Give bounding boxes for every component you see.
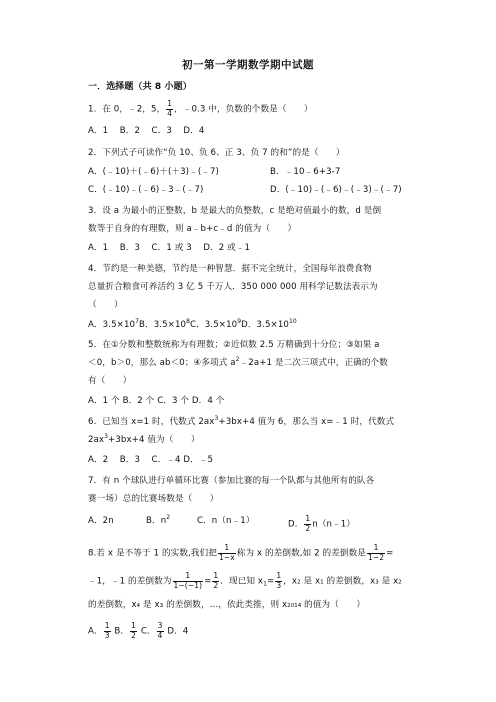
question-2-option-d: D．(﹣10)﹣(﹣6)﹣(﹣3)﹣(﹣7) — [270, 185, 402, 195]
question-8-options: A． $\frac{1}{3}$ B． $\frac{1}{2}$ C． $\frac{3}{4}$ D．4 — [88, 621, 189, 640]
question-7-option-b: B．$n^2$ — [146, 514, 171, 526]
question-2-stem: 2．下列式子可读作“负 10、负 6、正 3、负 7 的和”的是（ ） — [88, 148, 345, 158]
question-2-option-a: A．(﹣10)＋(﹣6)＋(＋3)﹣(﹣7) — [88, 167, 219, 177]
question-4-line-3: （ ） — [88, 300, 123, 310]
question-6-options: A．2 B．3 C．﹣4 D．﹣5 — [88, 455, 214, 465]
question-7-line-1: 7．有 n 个球队进行单循环比赛（参加比赛的每一个队都与其他所有的队各 — [88, 476, 375, 486]
question-7-option-c: C．n（n﹣1） — [197, 516, 255, 526]
fraction: $\frac{1}{3}$ — [104, 621, 110, 640]
question-7-option-d: D． $\frac{1}{2}$ n（n﹣1） — [288, 514, 356, 533]
question-2-option-c: C．(﹣10)﹣(﹣6)﹣3﹣(﹣7) — [88, 185, 204, 195]
fraction: $\frac{1}{1-(-1)}$ — [173, 571, 203, 590]
question-3-line-2: 数等于自身的有理数，则 a﹣b+c﹣d 的值为（ ） — [88, 224, 297, 234]
page-title: 初一第一学期数学期中试题 — [182, 59, 314, 71]
question-5-options: A．1 个 B．2 个 C．3 个 D．4 个 — [88, 396, 225, 406]
question-5-line-3: 有（ ） — [88, 376, 132, 386]
question-1-options: A．1 B．2 C．3 D．4 — [88, 126, 205, 136]
question-5-line-1: 5．在①分数和整数统称为有理数；②近似数 2.5 万精确到十分位；③如果 a — [88, 340, 380, 350]
question-6-line-2: $2ax^3+3bx+4$ 值为（ ） — [88, 433, 200, 445]
question-3-options: A．1 B．3 C．1 或 3 D．2 或﹣1 — [88, 243, 251, 253]
fraction: $\frac{1}{4}$ — [167, 99, 173, 118]
section-heading: 一．选择题（共 8 小题） — [88, 82, 192, 92]
question-7-option-a: A．2n — [88, 516, 114, 526]
question-8-line-3: 的差倒数，x₄ 是 x₃ 的差倒数，…，依此类推，则 x₂₀₁₄ 的值为（ ） — [88, 600, 366, 610]
question-8-line-1: 8.若 x 是不等于 1 的实数,我们把 $\frac{1}{1-x}$ 称为 x 的差倒数,如 2 的差倒数是 $\frac{1}{1-2}$ = — [88, 543, 394, 562]
fraction: $\frac{1}{1-2}$ — [368, 543, 385, 562]
question-3-line-1: 3．设 a 为最小的正整数，b 是最大的负整数，c 是绝对值最小的数，d 是倒 — [88, 206, 382, 216]
question-1-stem: 1．在 0，﹣2，5， $\frac{1}{4}$ ，﹣0.3 中，负数的个数是（ ） — [88, 99, 313, 118]
fraction: $\frac{3}{4}$ — [157, 621, 163, 640]
fraction: $\frac{1}{2}$ — [213, 571, 219, 590]
question-4-line-2: 总量折合粮食可养活约 3 亿 5 千万人．350 000 000 用科学记数法表示为 — [88, 282, 378, 292]
question-7-line-2: 赛一场）总的比赛场数是（ ） — [88, 494, 219, 504]
question-4-options: A．$3.5\times 10^7B$．$3.5\times 10^8C$．$3.5\times 10^9D$．$3.5\times 10^{10}$ — [88, 318, 297, 330]
fraction: $\frac{1}{1-x}$ — [218, 543, 235, 562]
fraction: $\frac{1}{2}$ — [305, 514, 311, 533]
question-4-line-1: 4．节约是一种美德，节约是一种智慧．据不完全统计，全国每年浪费食物 — [88, 264, 372, 274]
fraction: $\frac{1}{2}$ — [131, 621, 136, 640]
question-8-line-2: ﹣1，﹣1 的差倒数为 $\frac{1}{1-(-1)}$ = $\frac{1}{2}$ ．现已知 $x_1=$ $\frac{1}{3}$ ，x₂ 是 x₁ 的差倒数，x₃ 是 x₂ — [88, 571, 402, 590]
question-6-line-1: 6．已知当 x=1 时，代数式 $2ax^3+3bx+4$ 值为 6，那么当 x=﹣1 时，代数式 — [88, 415, 395, 427]
fraction: $\frac{1}{3}$ — [276, 571, 282, 590]
question-2-option-b: B．﹣10﹣6+3-7 — [270, 167, 341, 177]
question-5-line-2: ＜0，b＞0，那么 ab＜0；④多项式 $a^2﹣2a+1$ 是二次三项式中，正确的个数 — [88, 356, 388, 368]
